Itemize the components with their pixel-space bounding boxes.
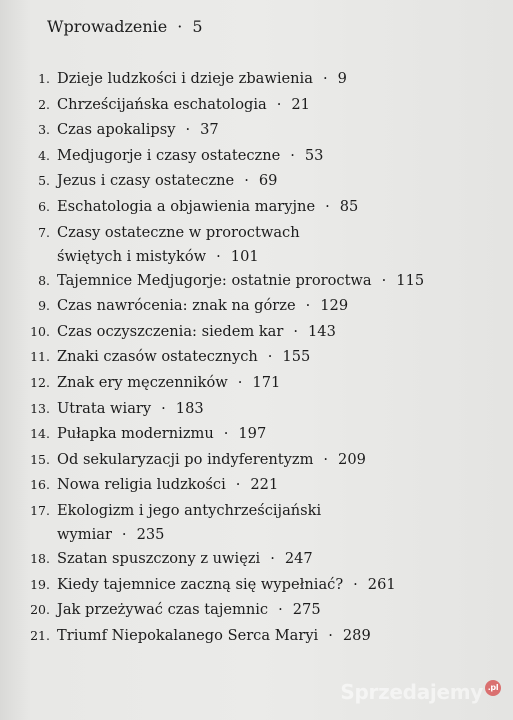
entry-page: 183 [175,399,204,417]
intro-title: Wprowadzenie [47,17,168,36]
separator-dot: · [276,95,282,113]
entry-number: 13. [30,400,50,416]
entry-number: 8. [38,272,50,288]
entry-title: Dzieje ludzkości i dzieje zbawienia [57,70,313,87]
entry-title: Znak ery męczenników [57,374,228,391]
entry-title: Znaki czasów ostatecznych [57,348,258,366]
entry-title-line [57,372,280,394]
separator-dot: · [278,601,283,619]
entry-title-line [57,119,219,141]
watermark-badge-icon: .pl [485,680,501,696]
entry-title-line [57,321,336,343]
separator-dot: · [161,399,166,417]
entry-title: Ekologizm i jego antychrześcijański [57,502,322,519]
entry-number: 11. [30,349,50,365]
entry-title-line [57,196,358,218]
entry-number: 3. [38,122,50,138]
entry-number: 1. [38,71,50,86]
entry-page: 275 [292,601,321,619]
entry-title-line [57,145,323,167]
entry-title-continued: wymiar [57,526,112,543]
watermark [340,680,501,704]
entry-page: 129 [320,297,349,315]
separator-dot: · [290,146,295,164]
entry-number: 21. [30,627,50,643]
entry-title: Kiedy tajemnice zaczną się wypełniać? [57,575,344,593]
entry-page: 53 [304,146,324,164]
entry-page: 171 [252,374,281,391]
entry-title-line [57,346,310,368]
entry-page: 69 [258,172,278,190]
entry-title-line [57,599,321,621]
entry-page: 9 [337,70,347,87]
entry-number: 18. [30,551,50,566]
separator-dot: · [216,247,221,265]
entry-title: Nowa religia ludzkości [57,476,226,494]
entry-title: Utrata wiary [57,399,152,417]
separator-dot: · [177,17,183,36]
entry-title-line [57,474,278,496]
entry-title-line [57,574,396,596]
entry-title: Eschatologia a objawienia maryjne [57,198,316,215]
entry-title: Medjugorje i czasy ostateczne [57,146,281,164]
entry-title-line [57,246,259,268]
entry-page: 209 [338,450,366,468]
entry-title-continued: świętych i mistyków [57,247,207,265]
separator-dot: · [353,575,358,593]
separator-dot: · [223,425,229,443]
intro-page: 5 [192,17,203,36]
entry-title: Pułapka modernizmu [57,425,214,443]
entry-number: 20. [30,602,50,618]
separator-dot: · [293,322,298,340]
entry-number: 14. [30,426,50,442]
entry-page: 289 [342,626,371,644]
separator-dot: · [322,70,328,87]
entry-number: 7. [38,224,50,240]
separator-dot: · [235,476,241,494]
separator-dot: · [323,450,329,468]
entry-number: 2. [38,96,50,112]
entry-title: Czas apokalipsy [57,121,176,139]
entry-title: Jak przeżywać czas tajemnic [57,601,269,619]
separator-dot: · [244,172,249,190]
entry-number: 15. [30,451,50,467]
intro-entry [47,14,203,40]
entry-number: 17. [30,503,50,518]
separator-dot: · [270,550,275,567]
entry-number: 6. [38,199,50,214]
entry-title: Jezus i czasy ostateczne [57,172,235,190]
entry-page: 155 [282,348,311,366]
entry-page: 235 [136,526,165,543]
separator-dot: · [237,374,243,391]
separator-dot: · [121,526,127,543]
separator-dot: · [328,626,333,644]
entry-number: 16. [30,477,50,493]
entry-title-line [57,423,266,445]
entry-page: 115 [396,271,425,289]
entry-page: 197 [238,425,267,443]
entry-page: 143 [308,322,336,340]
entry-page: 85 [339,198,359,215]
entry-page: 21 [291,95,310,113]
entry-number: 10. [30,323,50,339]
entry-title-line [57,524,164,546]
entry-page: 221 [250,476,279,494]
entry-title: Czasy ostateczne w proroctwach [57,223,300,241]
entry-title-line [57,170,277,192]
entry-page: 261 [367,575,396,593]
entry-title: Tajemnice Medjugorje: ostatnie proroctwa [57,271,372,289]
entry-number: 19. [30,576,50,592]
entry-title: Czas oczyszczenia: siedem kar [57,322,284,340]
entry-title: Szatan spuszczony z uwięzi [57,550,261,567]
separator-dot: · [381,271,387,289]
entry-title: Chrześcijańska eschatologia [57,95,267,113]
separator-dot: · [267,348,273,366]
entry-title-line [57,68,347,90]
entry-page: 101 [230,247,259,265]
entry-title: Czas nawrócenia: znak na górze [57,297,296,315]
entry-title-line [57,449,366,471]
entry-title: Od sekularyzacji po indyferentyzm [57,450,314,468]
entry-title-line [57,94,310,116]
entry-number: 9. [38,298,50,314]
entry-title-line [57,548,313,570]
entry-number: 5. [38,173,50,189]
entry-number: 4. [38,147,50,163]
entry-page: 37 [200,121,219,139]
entry-title-line [57,398,204,420]
entry-page: 247 [284,550,313,567]
entry-title-line [57,270,424,292]
separator-dot: · [325,198,330,215]
watermark-text: Sprzedajemy [340,680,483,704]
entry-title: Triumf Niepokalanego Serca Maryi [57,626,319,644]
entry-title-line [57,222,300,244]
entry-title-line [57,500,321,522]
entry-title-line [57,295,348,317]
separator-dot: · [185,121,191,139]
entry-title-line [57,625,371,647]
entry-number: 12. [30,375,50,390]
separator-dot: · [305,297,311,315]
